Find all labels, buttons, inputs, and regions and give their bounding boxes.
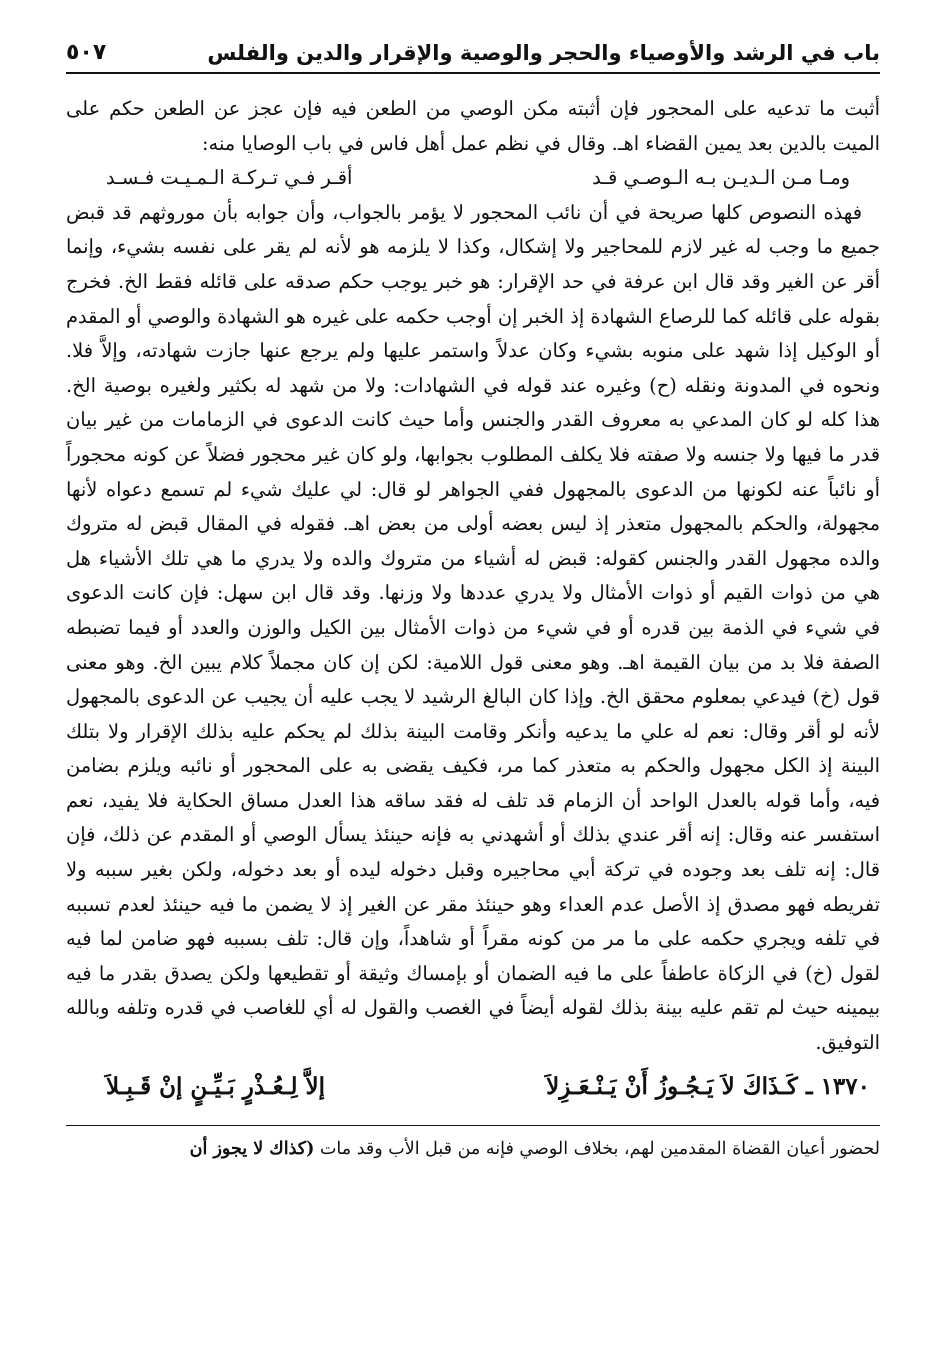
verse-first-hemistich: ١٣٧٠ ـ كَـذَاكَ لاَ يَـجُـوزُ أَنْ يَـنْـعَـزِلاَ [546,1072,870,1100]
verse-line [66,161,880,196]
main-text [66,92,880,1061]
footnote-bold-text: (كذاك لا يجوز أن [189,1138,315,1159]
page-header [66,22,880,68]
verse-first-hemistich: ومـا مـن الـديـن بـه الـوصـي قـد [592,166,850,190]
verse-second-hemistich: إلاَّ لِـعُـذْرٍ بَـيِّـنٍ إنْ قَـبِـلاَ [106,1072,326,1100]
footnote-text: لحضور أعيان القضاة المقدمين لهم، بخلاف الوصي فإنه من قبل الأب وقد مات [319,1138,880,1159]
paragraph: فهذه النصوص كلها صريحة في أن نائب المحجور لا يؤمر بالجواب، وأن جوابه بأن موروثهم قد قبض جميع ما وجب له غير لازم للمحاجير ولا إشكال، وكذا لا يلزمه هو لأنه لم يقر على نفسه بشيء، وإنما أقر عن الغير وقد قال ابن عرفة في حد الإقرار: هو خبر يوجب حكم صدقه على قائله فقط الخ. فخرج بقوله على قائله كما للرصاع الشهادة إذ الخبر إن أوجب حكمه على غيره هو الشهادة والوصي أو المقدم أو الوكيل إذا شهد على منوبه بشيء وكان عدلاً واستمر عليها ولم يرجع عنها جازت شهادته، وإلاَّ فلا. ونحوه في المدونة ونقله (ح) وغيره عند قوله في الشهادات: ولا من شهد له بكثير ولغيره بوصية الخ. هذا كله لو كان المدعي به معروف القدر والجنس وأما حيث كانت الدعوى في الزمامات من غير بيان قدر ما فيها ولا جنسه ولا صفته فلا يكلف المطلوب بجوابها، ولو كان غير محجور فضلاً عن كونه محجوراً أو نائباً عنه لكونها من الدعوى بالمجهول ففي الجواهر لو قال: لي عليك شيء لم تسمع دعواه لأنها مجهولة، والحكم بالمجهول متعذر إذ ليس بعضه أولى من بعض اهـ. فقوله في المقال قبض له متروك والده مجهول القدر والجنس كقوله: قبض له أشياء من متروك والده ولا يدري ما هي تلك الأشياء هل هي من ذوات القيم أو ذوات الأمثال ولا يدري عددها ولا وزنها. وقد قال ابن سهل: فإن كانت الدعوى في شيء في الذمة بين قدره أو في شيء من ذوات الأمثال بين الكيل والوزن والعدد أو فيما تضبطه الصفة فلا بد من بيان القيمة اهـ. وهو معنى قول اللامية: لكن إن كان مجملاً كلام يبين الخ. وهو معنى قول (خ) فيدعي بمعلوم محقق الخ. وإذا كان البالغ الرشيد لا يجب عليه أن يجيب عن الدعوى بالمجهول لأنه لو أقر وقال: نعم له علي ما يدعيه وأنكر وقامت البينة بذلك لم يحكم عليه بذلك الإقرار ولا بتلك البينة إذ الكل مجهول والحكم به متعذر كما مر، فكيف يقضى به على المحجور أو نائبه ويلزم بضامن فيه، وأما قوله بالعدل الواحد أن الزمام قد تلف له فقد ساقه هذا العدل مساق الحكاية فلا يفيد، نعم استفسر عنه وقال: إنه أقر عندي بذلك أو أشهدني به فإنه حينئذ يسأل الوصي أو المقدم عن ذلك، فإن قال: إنه تلف بعد وجوده في تركة أبي محاجيره وقبل دخوله ليده أو بعد دخوله، ولكن بغير سببه ولا تفريطه فهو مصدق إذ الأصل عدم العداء وهو حينئذ مقر عن الغير إذ لا يضمن ما فيه حينئذ لعدم تسببه في تلفه ويجري حكمه على ما مر من كونه مقراً أو شاهداً، وإن قال: تلف بسببه فهو ضامن لما فيه لقول (خ) في الزكاة عاطفاً على ما فيه الضمان أو بإمساك وثيقة أو تقطيعها ولكن يصدق بقدر ما فيه بيمينه حيث لم تقم عليه بينة بذلك لقوله أيضاً في الغصب والقول له أي للغاصب في قدره وتلفه وبالله التوفيق. [66,200,880,1055]
footnote-rule [66,1125,880,1126]
book-page [66,22,880,1332]
paragraph: أثبت ما تدعيه على المحجور فإن أثبته مكن الوصي من الطعن فيه فإن عجز عن الطعن حكم على الميت بالدين بعد يمين القضاء اهـ. وقال في نظم عمل أهل فاس في باب الوصايا منه: [66,97,880,155]
header-rule [66,72,880,74]
running-title: باب في الرشد والأوصياء والحجر والوصية والإقرار والدين والفلس [207,41,880,65]
page-number: ٥٠٧ [66,40,107,65]
verse-1370 [66,1069,880,1105]
verse-second-hemistich: أقـر فـي تـركـة الـمـيـت فـسـد [106,166,353,190]
footnote [66,1134,880,1164]
